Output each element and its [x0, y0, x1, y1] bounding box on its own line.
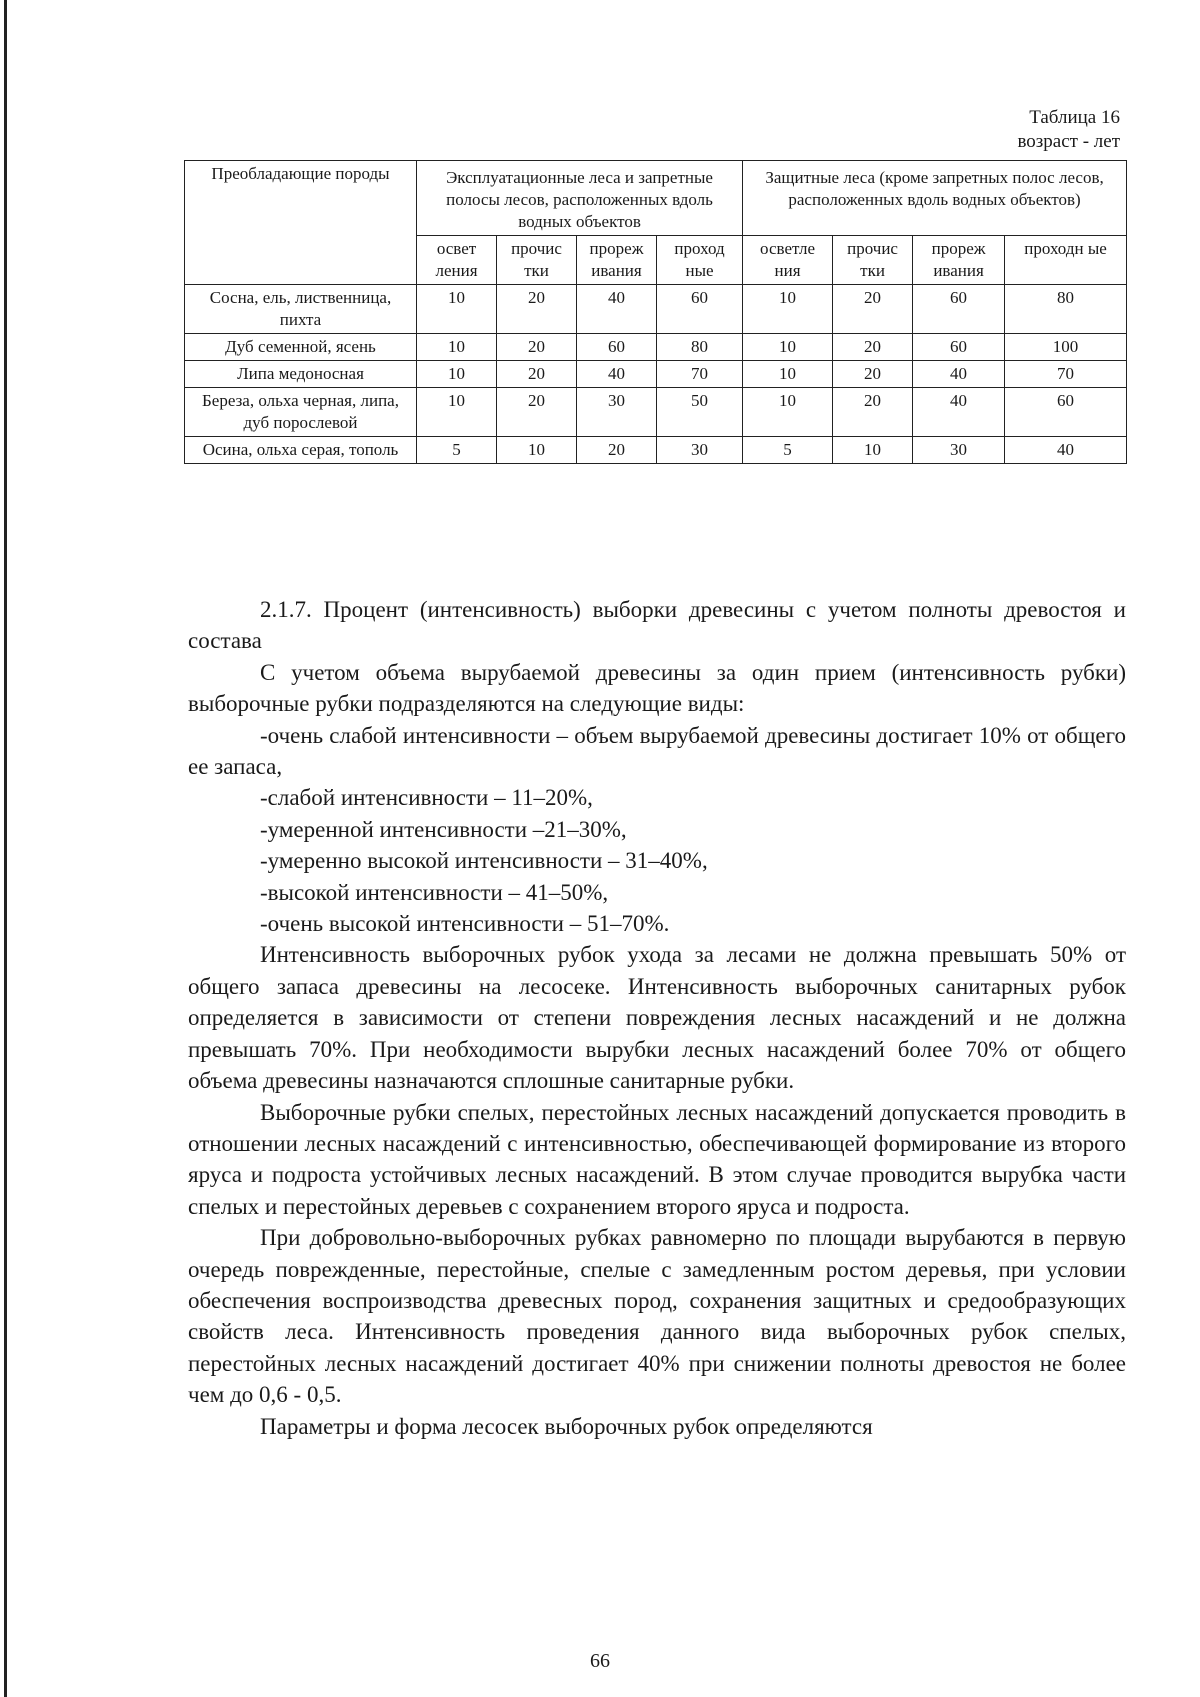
table-row — [185, 388, 1127, 437]
table-cell: 10 — [743, 361, 833, 388]
table-cell: 40 — [577, 285, 657, 334]
table-cell: 40 — [913, 361, 1005, 388]
paragraph: Интенсивность выборочных рубок ухода за лесами не должна превышать 50% от общего запаса древесины на лесосеке. Интенсивность выборочных санитарных рубок определяется в зависимости от степени повреждения лесных насаждений и не должна превышать 70%. При необходимости вырубки лесных насаждений более 70% от общего объема древесины назначаются сплошные санитарные рубки. — [188, 942, 1126, 1094]
table-cell: 60 — [913, 334, 1005, 361]
row-species: Липа медоносная — [185, 361, 417, 388]
table-cell: 60 — [577, 334, 657, 361]
table-cell: 5 — [417, 437, 497, 464]
subheader-cell: осветле ния — [743, 236, 833, 285]
table-row — [185, 285, 1127, 334]
table-cell: 10 — [743, 285, 833, 334]
table-cell: 10 — [417, 285, 497, 334]
table-cell: 60 — [1005, 388, 1127, 437]
list-item: -высокой интенсивности – 41–50%, — [260, 879, 609, 905]
table-cell: 10 — [743, 334, 833, 361]
table-cell: 70 — [1005, 361, 1127, 388]
table-caption — [1017, 106, 1120, 154]
list-item: -умеренно высокой интенсивности – 31–40%, — [260, 848, 708, 874]
table-cell: 40 — [1005, 437, 1127, 464]
paragraph: При добровольно-выборочных рубках равномерно по площади вырубаются в первую очередь поврежденные, перестойные, спелые с замедленным ростом деревья, при условии обеспечения воспроизводства древесных пород, сохранения защитных и средообразующих свойств леса. Интенсивность проведения данного вида выборочных рубок спелых, перестойных лесных насаждений достигает 40% при снижении полноты древостоя не более чем до 0,6 - 0,5. — [188, 1225, 1126, 1408]
table-header-row — [185, 161, 1127, 236]
subheader-cell: проходн ые — [1005, 236, 1127, 285]
table-cell: 10 — [417, 334, 497, 361]
table-cell: 30 — [913, 437, 1005, 464]
subheader-cell: прореж ивания — [577, 236, 657, 285]
row-species: Сосна, ель, лиственница, пихта — [185, 285, 417, 334]
row-species: Береза, ольха черная, липа, дуб порослевой — [185, 388, 417, 437]
list-item: -слабой интенсивности – 11–20%, — [260, 785, 593, 811]
table-cell: 40 — [577, 361, 657, 388]
felling-age-table — [184, 160, 1127, 464]
subheader-cell: проход ные — [657, 236, 743, 285]
section-heading: 2.1.7. Процент (интенсивность) выборки древесины с учетом полноты древостоя и состава — [188, 597, 1126, 654]
table-cell: 80 — [1005, 285, 1127, 334]
table-row — [185, 334, 1127, 361]
subheader-cell: прореж ивания — [913, 236, 1005, 285]
table-cell: 20 — [833, 361, 913, 388]
table-cell: 50 — [657, 388, 743, 437]
list-item: -умеренной интенсивности –21–30%, — [260, 816, 627, 842]
table-cell: 10 — [417, 361, 497, 388]
table-cell: 10 — [833, 437, 913, 464]
table-cell: 80 — [657, 334, 743, 361]
scan-edge-line — [4, 0, 7, 1697]
table-row — [185, 361, 1127, 388]
table-cell: 60 — [657, 285, 743, 334]
table-cell: 10 — [743, 388, 833, 437]
list-item: -очень высокой интенсивности – 51–70%. — [260, 911, 670, 937]
table-cell: 10 — [497, 437, 577, 464]
table-cell: 30 — [657, 437, 743, 464]
paragraph: Параметры и форма лесосек выборочных рубок определяются — [260, 1413, 873, 1439]
table-cell: 5 — [743, 437, 833, 464]
table-cell: 20 — [833, 334, 913, 361]
table-cell: 100 — [1005, 334, 1127, 361]
header-protective-forests: Защитные леса (кроме запретных полос лесов, расположенных вдоль водных объектов) — [743, 161, 1127, 236]
table-cell: 20 — [497, 285, 577, 334]
table-title: Таблица 16 — [1029, 107, 1120, 128]
table-cell: 20 — [833, 388, 913, 437]
list-item: -очень слабой интенсивности – объем вырубаемой древесины достигает 10% от общего ее запаса, — [188, 722, 1126, 780]
header-exploitation-forests: Эксплуатационные леса и запретные полосы лесов, расположенных вдоль водных объектов — [417, 161, 743, 236]
table-cell: 40 — [913, 388, 1005, 437]
table-cell: 20 — [833, 285, 913, 334]
page-number: 66 — [590, 1650, 610, 1672]
table-cell: 60 — [913, 285, 1005, 334]
table-row — [185, 437, 1127, 464]
table-cell: 20 — [497, 388, 577, 437]
row-species: Осина, ольха серая, тополь — [185, 437, 417, 464]
table-cell: 30 — [577, 388, 657, 437]
row-species: Дуб семенной, ясень — [185, 334, 417, 361]
header-species: Преобладающие породы — [185, 161, 417, 285]
table-cell: 20 — [497, 334, 577, 361]
table-cell: 70 — [657, 361, 743, 388]
paragraph: С учетом объема вырубаемой древесины за один прием (интенсивность рубки) выборочные рубки подразделяются на следующие виды: — [188, 659, 1126, 717]
table-cell: 20 — [497, 361, 577, 388]
table-cell: 10 — [417, 388, 497, 437]
paragraph: Выборочные рубки спелых, перестойных лесных насаждений допускается проводить в отношении лесных насаждений с интенсивностью, обеспечивающей формирование из второго яруса и подроста устойчивых лесных насаждений. В этом случае проводится вырубка части спелых и перестойных деревьев с сохранением второго яруса и подроста. — [188, 1099, 1126, 1219]
body-text — [188, 594, 1126, 1442]
subheader-cell: прочис тки — [497, 236, 577, 285]
table-unit: возраст - лет — [1017, 131, 1120, 152]
subheader-cell: прочис тки — [833, 236, 913, 285]
table-cell: 20 — [577, 437, 657, 464]
subheader-cell: освет ления — [417, 236, 497, 285]
